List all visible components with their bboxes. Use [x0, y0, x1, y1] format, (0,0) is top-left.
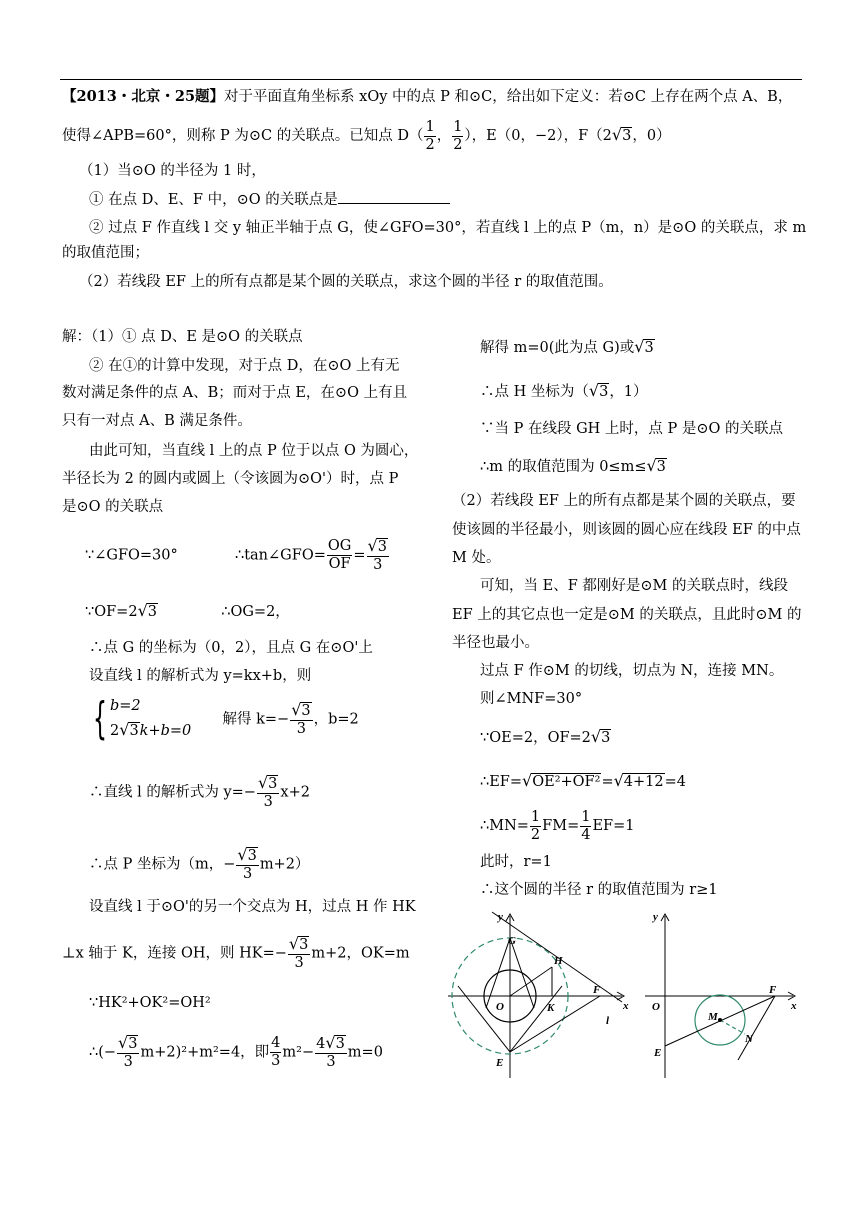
- sqrt-3: 3: [644, 340, 654, 356]
- sol-r12: 则∠MNF=30°: [480, 691, 583, 707]
- l18c: m²−: [282, 1044, 315, 1061]
- r14c: =4: [664, 774, 686, 790]
- r14a: ∴EF=: [480, 774, 523, 790]
- eq-1: b=2: [110, 698, 141, 714]
- fraction-half: [424, 119, 435, 154]
- q1-part2-cont: 的取值范围；: [62, 245, 149, 261]
- problem-intro: 对于平面直角坐标系 xOy 中的点 P 和⊙C，给出如下定义：若⊙C 上存在两个点 A、B，: [224, 89, 793, 105]
- den: 3: [373, 557, 383, 573]
- sol-l13: [89, 774, 310, 811]
- sol-l14: [89, 846, 309, 883]
- fraction-sqrt3-3: $\frac{√3}{3}$: [257, 773, 278, 810]
- brace-glyph: {: [93, 693, 107, 744]
- sol-r2: ∴点 H 坐标为（√3，1）: [480, 381, 648, 400]
- sol-r3: ∵当 P 在线段 GH 上时，点 P 是⊙O 的关联点: [480, 421, 784, 437]
- l12b: ，b=2: [313, 711, 359, 727]
- den: 2: [453, 136, 463, 153]
- label-e: E: [654, 1047, 662, 1059]
- fraction-sqrt3-3: $\frac{√3}{3}$: [367, 536, 387, 573]
- sol-r14: ∴EF=√OE²+OF²=√4+12=4: [480, 771, 686, 790]
- r15c: EF=1: [592, 818, 635, 834]
- sol-l5: 由此可知，当直线 l 上的点 P 位于以点 O 为圆心，: [89, 443, 419, 459]
- sol-r4: ∴m 的取值范围为 0≤m≤√3: [480, 456, 666, 475]
- fraction-4sqrt3-3: $\frac{4√3}{3}$: [316, 1033, 345, 1070]
- sol-r10: 半径也最小。: [452, 635, 539, 651]
- r1: 解得 m=0(此为点 G)或: [480, 340, 635, 356]
- sqrt-3: 3: [335, 1036, 345, 1052]
- intro2-c: ，0）: [632, 128, 671, 144]
- sol-l1: 解：（1）① 点 D、E 是⊙O 的关联点: [62, 329, 303, 345]
- label-f: F: [769, 984, 777, 996]
- sol-r9: EF 上的其它点也一定是⊙M 的关联点，且此时⊙M 的: [452, 607, 802, 623]
- l8b: ∴tan∠GFO=: [234, 547, 326, 564]
- fraction-quarter: [580, 809, 591, 844]
- sqrt-3: 3: [601, 730, 611, 746]
- problem-line-2: 使得∠APB=60°，则称 P 为⊙C 的关联点。已知点 D（ $\frac{1}{2}$ ， $\frac{1}{2}$ ），E（0，−2），F（2√3，0）: [62, 118, 671, 153]
- fraction-sqrt3-3: $\frac{√3}{3}$: [237, 845, 257, 882]
- label-y: y: [653, 911, 658, 923]
- segment-mn: [720, 1020, 745, 1034]
- sol-system: [86, 695, 359, 743]
- sol-l8: ∵∠GFO=30° ∴tan∠GFO= $\frac{OG}{OF}$ = $\frac{√3}{3}$: [85, 536, 387, 573]
- num: OG: [327, 538, 352, 554]
- sol-r16: 此时，r=1: [480, 854, 552, 870]
- fraction-og-of: [327, 538, 352, 573]
- sol-l9: ∵OF=2√3 ∴OG=2，: [85, 601, 290, 620]
- eq-2: k+b=0: [139, 723, 192, 739]
- l9a: ∵OF=2: [85, 604, 138, 620]
- sol-r5: （2）若线段 EF 上的所有点都是某个圆的关联点，要: [452, 493, 796, 509]
- sol-r7: M 处。: [452, 550, 501, 566]
- fraction-sqrt3-3: $\frac{√3}{3}$: [291, 699, 311, 737]
- sol-r1: 解得 m=0(此为点 G)或√3: [480, 337, 654, 356]
- problem-line-1: [62, 87, 792, 107]
- den: 3: [326, 1054, 336, 1070]
- l13a: ∴直线 l 的解析式为 y=−: [89, 784, 256, 801]
- sol-l17: ∵HK²+OK²=OH²: [89, 995, 211, 1011]
- sqrt-3: 3: [268, 776, 278, 792]
- equation-system: b=2 2√3k+b=0: [110, 698, 192, 739]
- sol-l3: 数对满足条件的点 A、B；而对于点 E，在⊙O 上有且: [62, 385, 408, 401]
- fraction-4-3: [270, 1035, 281, 1070]
- label-l: l: [606, 1015, 610, 1027]
- sol-r8: 可知，当 E、F 都刚好是⊙M 的关联点时，线段: [480, 578, 788, 594]
- sqrt-3: 3: [301, 702, 311, 719]
- l16b: m+2，OK=m: [311, 945, 410, 962]
- sol-r13: ∵OE=2，OF=2√3: [480, 727, 611, 746]
- sol-l16: [62, 935, 410, 972]
- sol-l11: 设直线 l 的解析式为 y=kx+b，则: [89, 668, 312, 684]
- q2: （2）若线段 EF 上的所有点都是某个圆的关联点，求这个圆的半径 r 的取值范围。: [79, 274, 613, 290]
- fraction-half: [452, 119, 463, 154]
- num: 4: [271, 1035, 281, 1051]
- r2a: ∴点 H 坐标为（: [480, 384, 589, 400]
- tangent-g-right: [510, 938, 534, 1008]
- den: 3: [294, 955, 304, 971]
- sqrt-3: 3: [129, 723, 139, 739]
- header-rule: [60, 79, 802, 80]
- l16a: ⊥x 轴于 K，连接 OH，则 HK=−: [62, 945, 287, 962]
- intro2-b: ），E（0，−2），F（2: [464, 128, 612, 144]
- sqrt-oe2-of2: OE²+OF²: [532, 774, 601, 790]
- sol-l18: [89, 1034, 383, 1071]
- point-m: [718, 1018, 722, 1022]
- tangent-g-left: [486, 938, 510, 1008]
- l18b: m+2)²+m²=4，即: [140, 1044, 270, 1061]
- problem-tag: 【2013・北京・25题】: [62, 88, 225, 105]
- den: 4: [581, 826, 591, 843]
- sqrt-3: 3: [299, 937, 309, 953]
- sqrt-4-12: 4+12: [623, 774, 664, 790]
- sqrt-3: 3: [128, 1036, 138, 1052]
- sqrt-3: 3: [622, 128, 632, 144]
- sol-r17: ∴这个圆的半径 r 的取值范围为 r≥1: [480, 882, 718, 898]
- num: 1: [453, 118, 463, 135]
- l12a: 解得 k=−: [222, 711, 290, 727]
- label-o: O: [496, 1001, 504, 1013]
- label-x: x: [791, 1000, 797, 1012]
- figure-1-diagram: [440, 910, 635, 1080]
- r14b: =: [601, 774, 614, 790]
- q1: （1）当⊙O 的半径为 1 时，: [79, 163, 266, 179]
- r15a: ∴MN=: [480, 818, 529, 834]
- sqrt-3: 3: [147, 604, 157, 620]
- den: OF: [328, 556, 351, 572]
- den: 3: [123, 1054, 133, 1070]
- segment-ef: [510, 996, 600, 1052]
- den: 2: [425, 136, 435, 153]
- den: 3: [263, 794, 273, 810]
- intro2-a: 使得∠APB=60°，则称 P 为⊙C 的关联点。已知点 D（: [62, 128, 424, 144]
- num: 1: [530, 808, 541, 825]
- label-n: N: [745, 1033, 753, 1045]
- sqrt-3: 3: [599, 384, 609, 400]
- r4: ∴m 的取值范围为 0≤m≤: [480, 459, 647, 475]
- label-f: F: [593, 984, 601, 996]
- q1-part2: ② 过点 F 作直线 l 交 y 轴正半轴于点 G，使∠GFO=30°，若直线 l 上的点 P（m，n）是⊙O 的关联点，求 m: [89, 220, 807, 236]
- sol-l2: ② 在①的计算中发现，对于点 D，在⊙O 上有无: [89, 358, 400, 374]
- num: 1: [425, 118, 435, 135]
- fraction-sqrt3-3: $\frac{√3}{3}$: [288, 934, 309, 971]
- sol-l10: ∴点 G 的坐标为（0，2），且点 G 在⊙O'上: [89, 640, 373, 656]
- label-o: O: [652, 1001, 660, 1013]
- sol-l6: 半径长为 2 的圆内或圆上（令该圆为⊙O'）时，点 P: [62, 471, 399, 487]
- label-h: H: [554, 955, 563, 967]
- label-y: y: [498, 911, 503, 923]
- l9b: ∴OG=2，: [221, 604, 290, 620]
- l18a: ∴(−: [89, 1044, 117, 1061]
- sol-l7: 是⊙O 的关联点: [62, 499, 164, 515]
- r15b: FM=: [542, 818, 580, 834]
- den: 2: [530, 826, 541, 843]
- sqrt-3: 3: [656, 459, 666, 475]
- label-k: K: [547, 1002, 555, 1014]
- fraction-sqrt3-3: $\frac{√3}{3}$: [118, 1033, 138, 1070]
- sol-r11: 过点 F 作⊙M 的切线，切点为 N，连接 MN。: [480, 663, 784, 679]
- sqrt-3: 3: [247, 848, 257, 864]
- l13b: x+2: [280, 784, 310, 801]
- l14b: m+2）: [259, 856, 310, 873]
- answer-blank[interactable]: [338, 189, 450, 204]
- den: 3: [242, 866, 253, 882]
- r13a: ∵OE=2，OF=2: [480, 730, 591, 746]
- sol-l4: 只有一对点 A、B 满足条件。: [62, 413, 252, 429]
- q1-part1: [89, 189, 450, 210]
- num: 1: [581, 808, 591, 825]
- label-e: E: [496, 1057, 504, 1069]
- r2b: ，1）: [609, 384, 648, 400]
- sol-r15: [480, 808, 634, 844]
- fraction-half: [530, 809, 541, 844]
- sqrt-3: 3: [377, 539, 387, 555]
- l8a: ∵∠GFO=30°: [85, 547, 178, 564]
- label-g: G: [508, 935, 516, 947]
- q1-1-text: ① 在点 D、E、F 中，⊙O 的关联点是: [89, 192, 338, 208]
- sol-l15: 设直线 l 于⊙O'的另一个交点为 H，过点 H 作 HK: [89, 899, 416, 915]
- figure-2-diagram: [645, 910, 805, 1080]
- label-x: x: [623, 1000, 629, 1012]
- sol-r6: 使该圆的半径最小，则该圆的圆心应在线段 EF 的中点: [452, 522, 801, 538]
- den: 3: [296, 720, 307, 737]
- l18d: m=0: [347, 1044, 383, 1061]
- label-m: M: [708, 1011, 718, 1023]
- l14a: ∴点 P 坐标为（m，−: [89, 856, 236, 873]
- den: 3: [271, 1053, 281, 1069]
